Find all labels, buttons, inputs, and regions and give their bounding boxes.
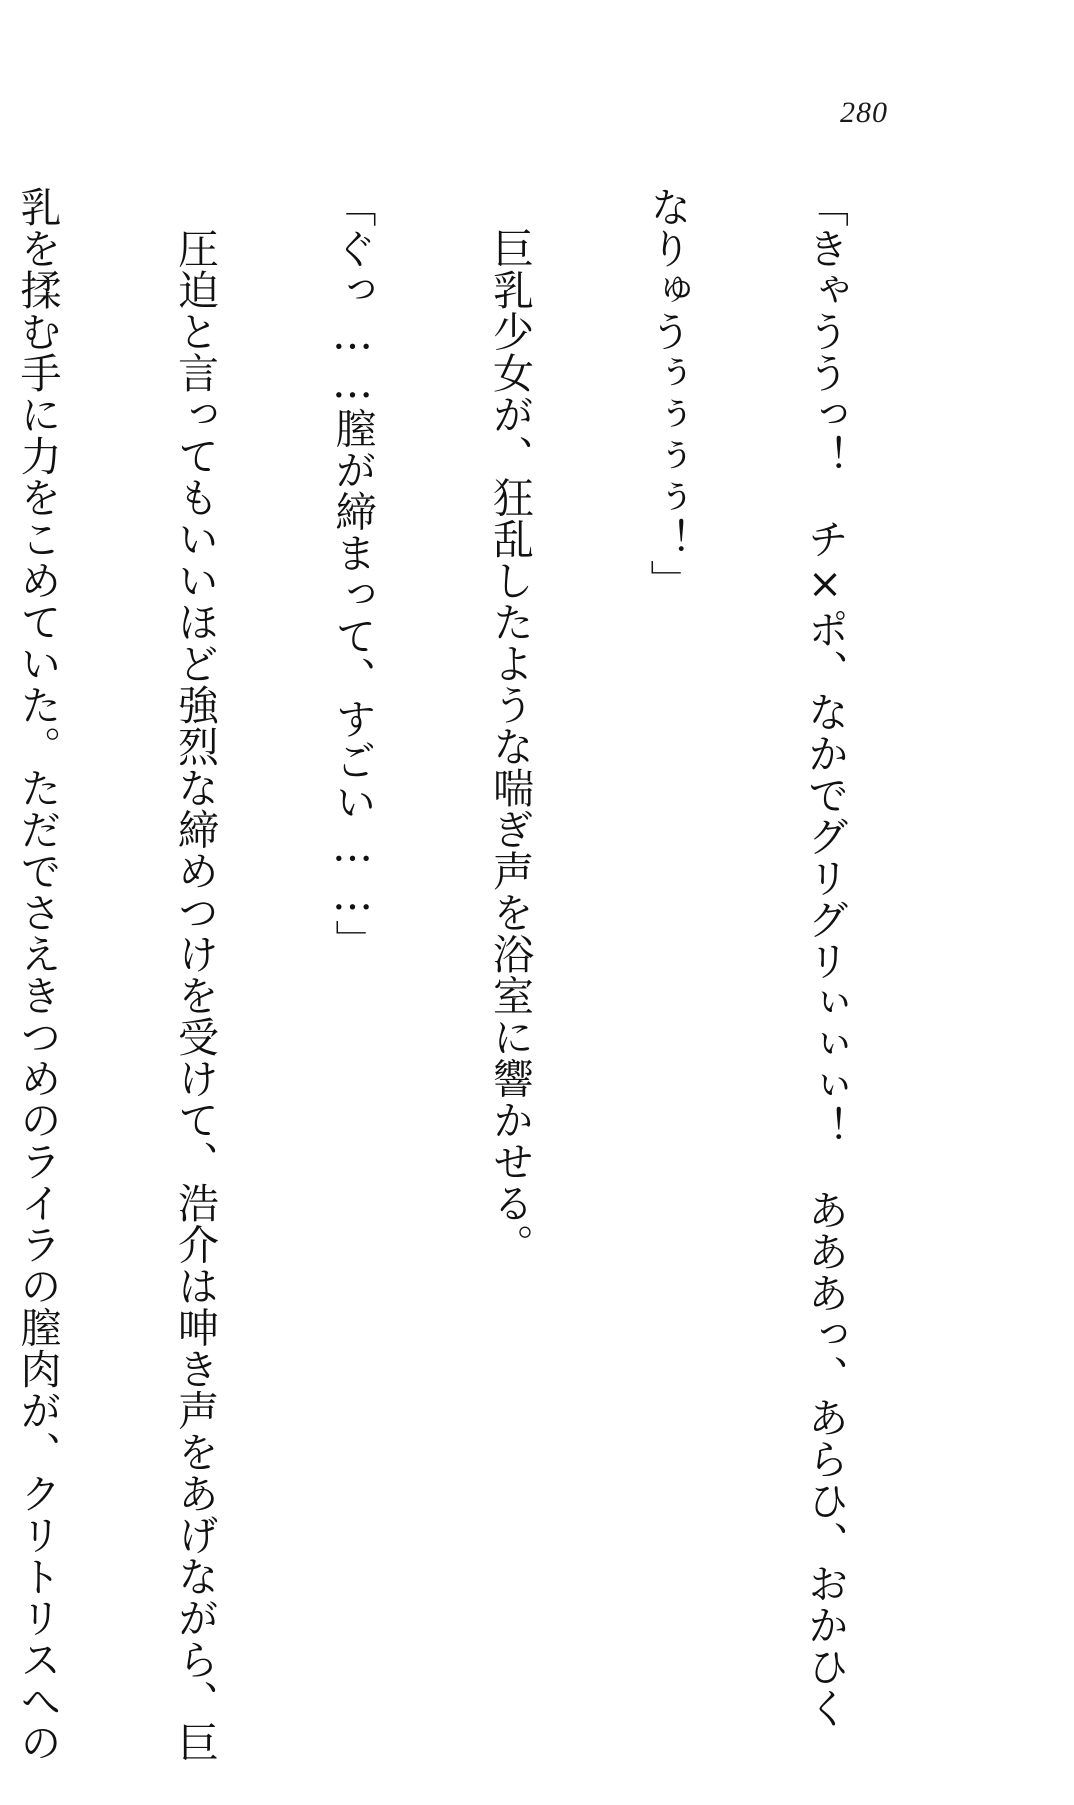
body-text bbox=[13, 186, 956, 1763]
text-line: 圧迫と言ってもいいほど強烈な締めつけを受けて、浩介は呻き声をあげながら、巨 bbox=[171, 186, 219, 1763]
text-line: 乳を揉む手に力をこめていた。ただでさえきつめのライラの膣肉が、クリトリスへの bbox=[13, 186, 62, 1763]
text-line: なりゅうぅぅぅぅ！」 bbox=[643, 186, 692, 601]
text-line: 「ぐっ……膣が締まって、すごい……」 bbox=[328, 186, 377, 961]
text-line: 「きゃううっ！ チ×ポ、なかでグリグリぃぃぃ！ あああっ、あらひ、おかひく bbox=[801, 186, 849, 1729]
page-number: 280 bbox=[840, 96, 888, 129]
text-line: 巨乳少女が、狂乱したような喘ぎ声を浴室に響かせる。 bbox=[486, 186, 534, 1265]
